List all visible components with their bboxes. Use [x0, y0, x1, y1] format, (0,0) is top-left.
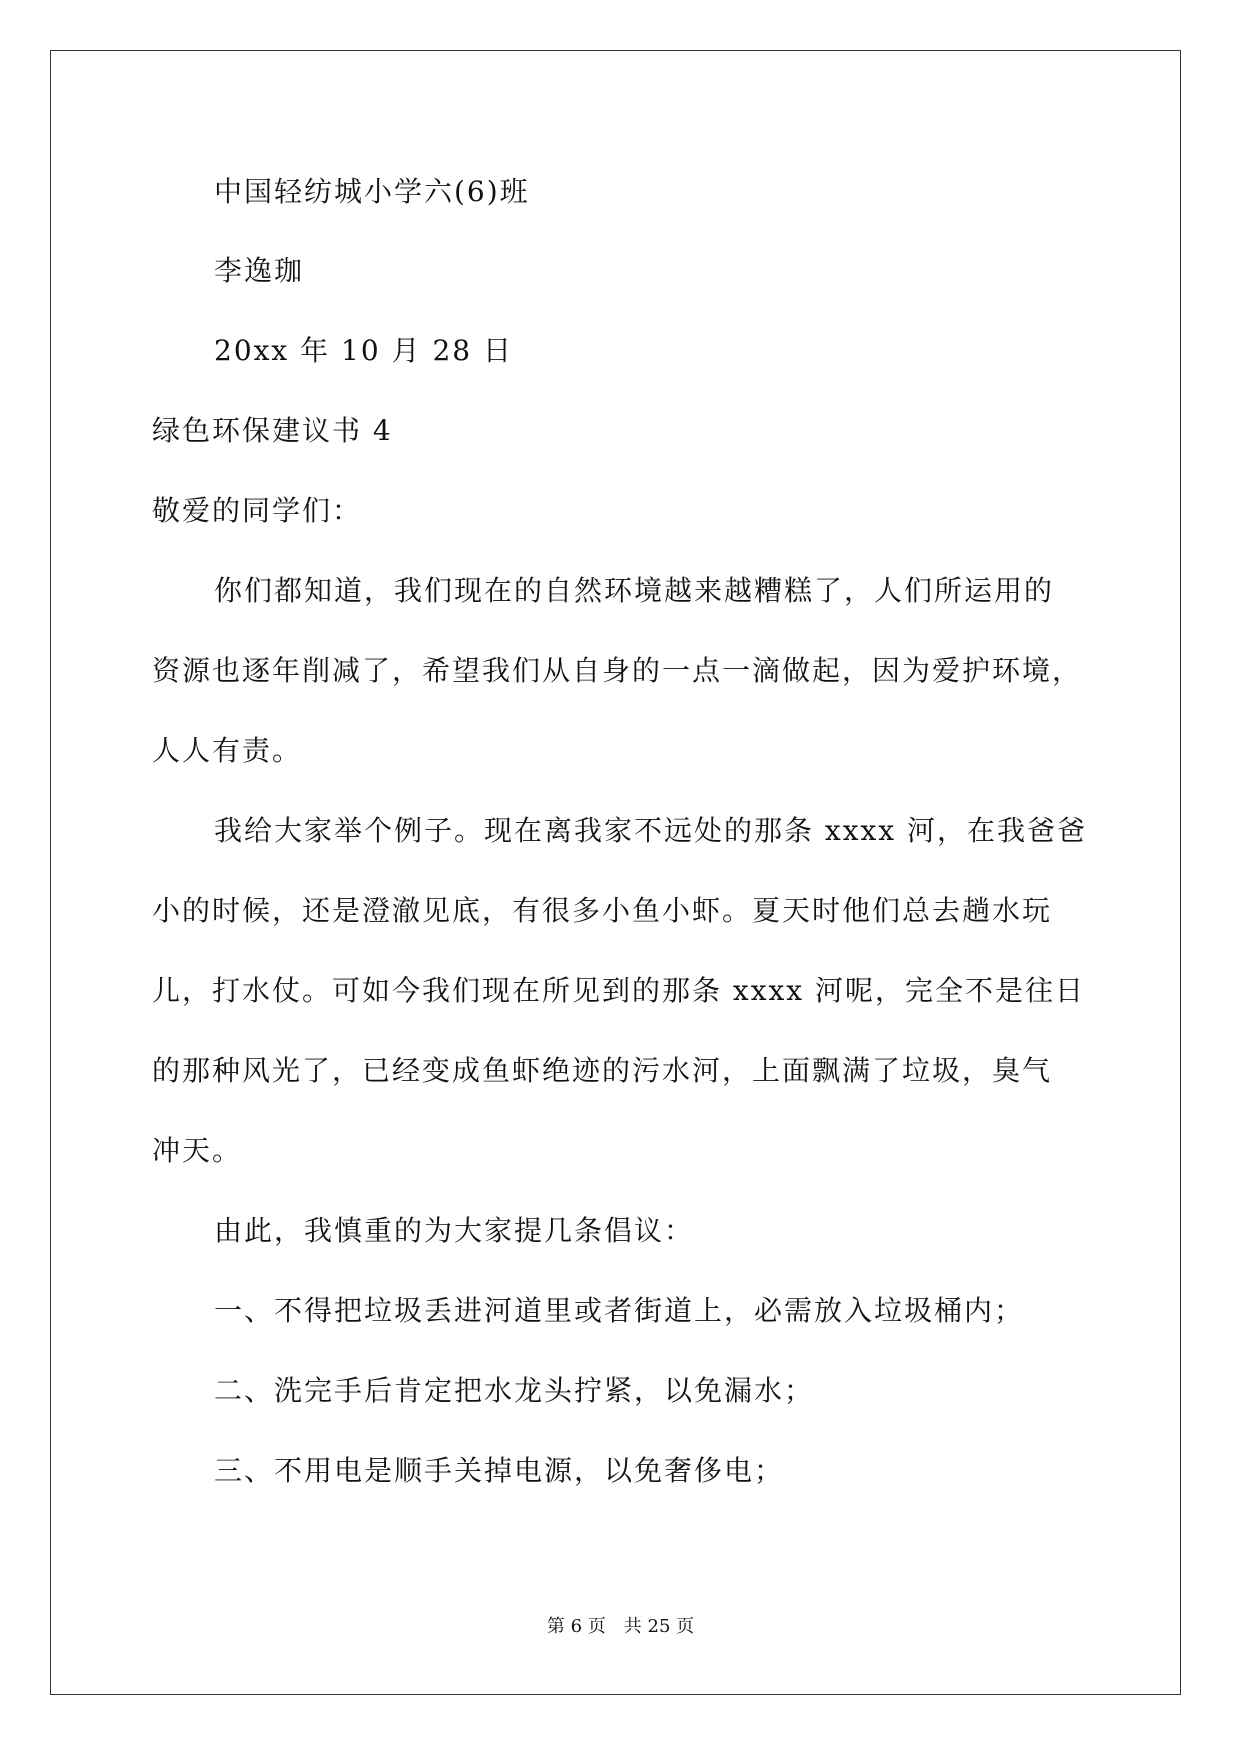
paragraph-line: 资源也逐年削减了，希望我们从自身的一点一滴做起，因为爱护环境， — [152, 654, 1083, 687]
page-footer — [0, 1616, 1241, 1638]
signature-date: 20xx 年 10 月 28 日 — [214, 334, 513, 367]
paragraph-line: 人人有责。 — [152, 734, 303, 767]
paragraph-line: 小的时候，还是澄澈见底，有很多小鱼小虾。夏天时他们总去趟水玩 — [152, 894, 1053, 927]
paragraph-line: 的那种风光了，已经变成鱼虾绝迹的污水河，上面飘满了垃圾，臭气 — [152, 1054, 1053, 1087]
paragraph-line: 我给大家举个例子。现在离我家不远处的那条 xxxx 河，在我爸爸 — [214, 814, 1087, 847]
proposal-item: 三、不用电是顺手关掉电源，以免奢侈电； — [214, 1454, 785, 1487]
signature-school: 中国轻纺城小学六(6)班 — [214, 175, 530, 208]
paragraph-line: 冲天。 — [152, 1134, 243, 1167]
page-border — [50, 50, 1181, 1695]
page-number: 第 6 页 — [546, 1616, 606, 1637]
proposal-item: 二、洗完手后肯定把水龙头拧紧，以免漏水； — [214, 1374, 815, 1407]
paragraph-line: 由此，我慎重的为大家提几条倡议： — [214, 1214, 695, 1247]
signature-name: 李逸珈 — [214, 254, 305, 287]
page-total: 共 25 页 — [623, 1616, 695, 1637]
letter-title: 绿色环保建议书 4 — [152, 414, 393, 447]
paragraph-line: 儿，打水仗。可如今我们现在所见到的那条 xxxx 河呢，完全不是往日 — [152, 974, 1085, 1007]
paragraph-line: 你们都知道，我们现在的自然环境越来越糟糕了，人们所运用的 — [214, 574, 1055, 607]
proposal-item: 一、不得把垃圾丢进河道里或者街道上，必需放入垃圾桶内； — [214, 1294, 1025, 1327]
letter-salutation: 敬爱的同学们： — [152, 494, 363, 527]
